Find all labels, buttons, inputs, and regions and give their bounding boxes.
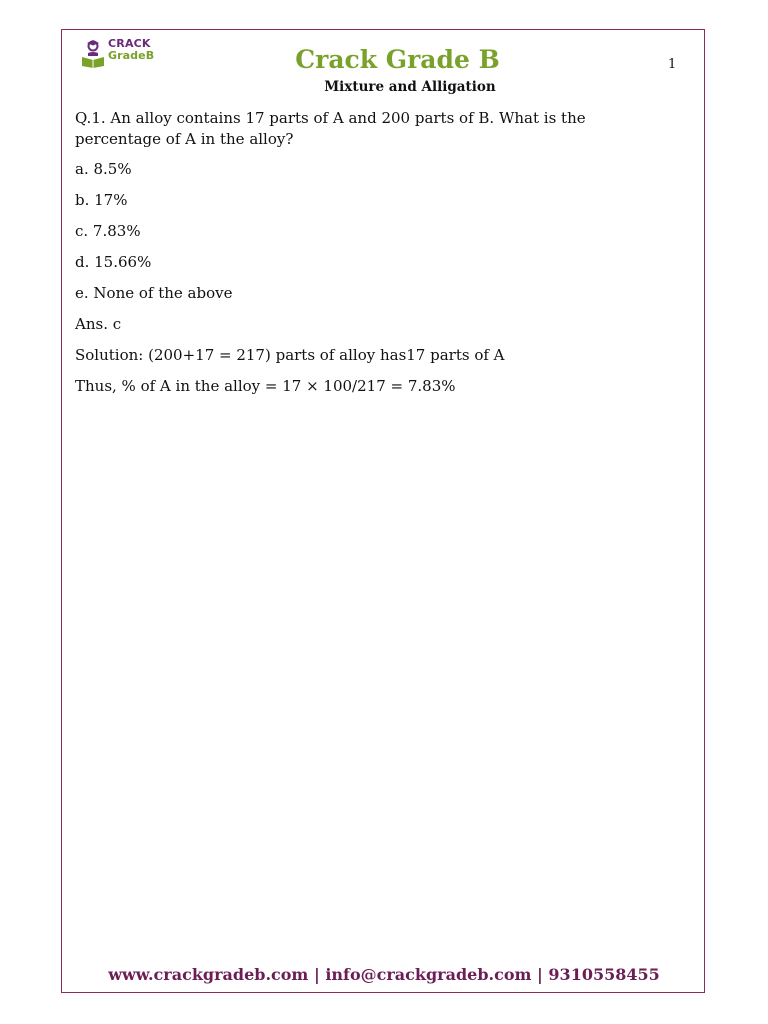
footer-contact	[0, 963, 768, 987]
footer-website-link[interactable]: www.crackgradeb.com	[108, 965, 309, 984]
page-number: 1	[668, 57, 677, 72]
option-c: c. 7.83%	[75, 222, 141, 240]
question-text: Q.1. An alloy contains 17 parts of A and 200 parts of B. What is the percentage of A in the alloy?	[75, 109, 586, 148]
page-subtitle: Mixture and Alligation	[324, 79, 496, 95]
footer-separator: |	[313, 965, 320, 984]
footer-phone: 9310558455	[548, 965, 660, 984]
option-e: e. None of the above	[75, 284, 233, 302]
option-d: d. 15.66%	[75, 253, 152, 271]
solution-line-2: Thus, % of A in the alloy = 17 × 100/217 = 7.83%	[75, 377, 456, 395]
footer-email-link[interactable]: info@crackgradeb.com	[325, 965, 532, 984]
answer-text: Ans. c	[75, 315, 122, 333]
option-a: a. 8.5%	[75, 160, 132, 178]
footer-separator: |	[537, 965, 543, 984]
logo-line-crack: CRACK	[108, 37, 151, 50]
logo-line-gradeb: GradeB	[108, 49, 155, 62]
page-title: Crack Grade B	[295, 45, 500, 74]
option-b: b. 17%	[75, 191, 128, 209]
solution-line-1: Solution: (200+17 = 217) parts of alloy has17 parts of A	[75, 346, 505, 364]
question-block	[75, 108, 675, 407]
